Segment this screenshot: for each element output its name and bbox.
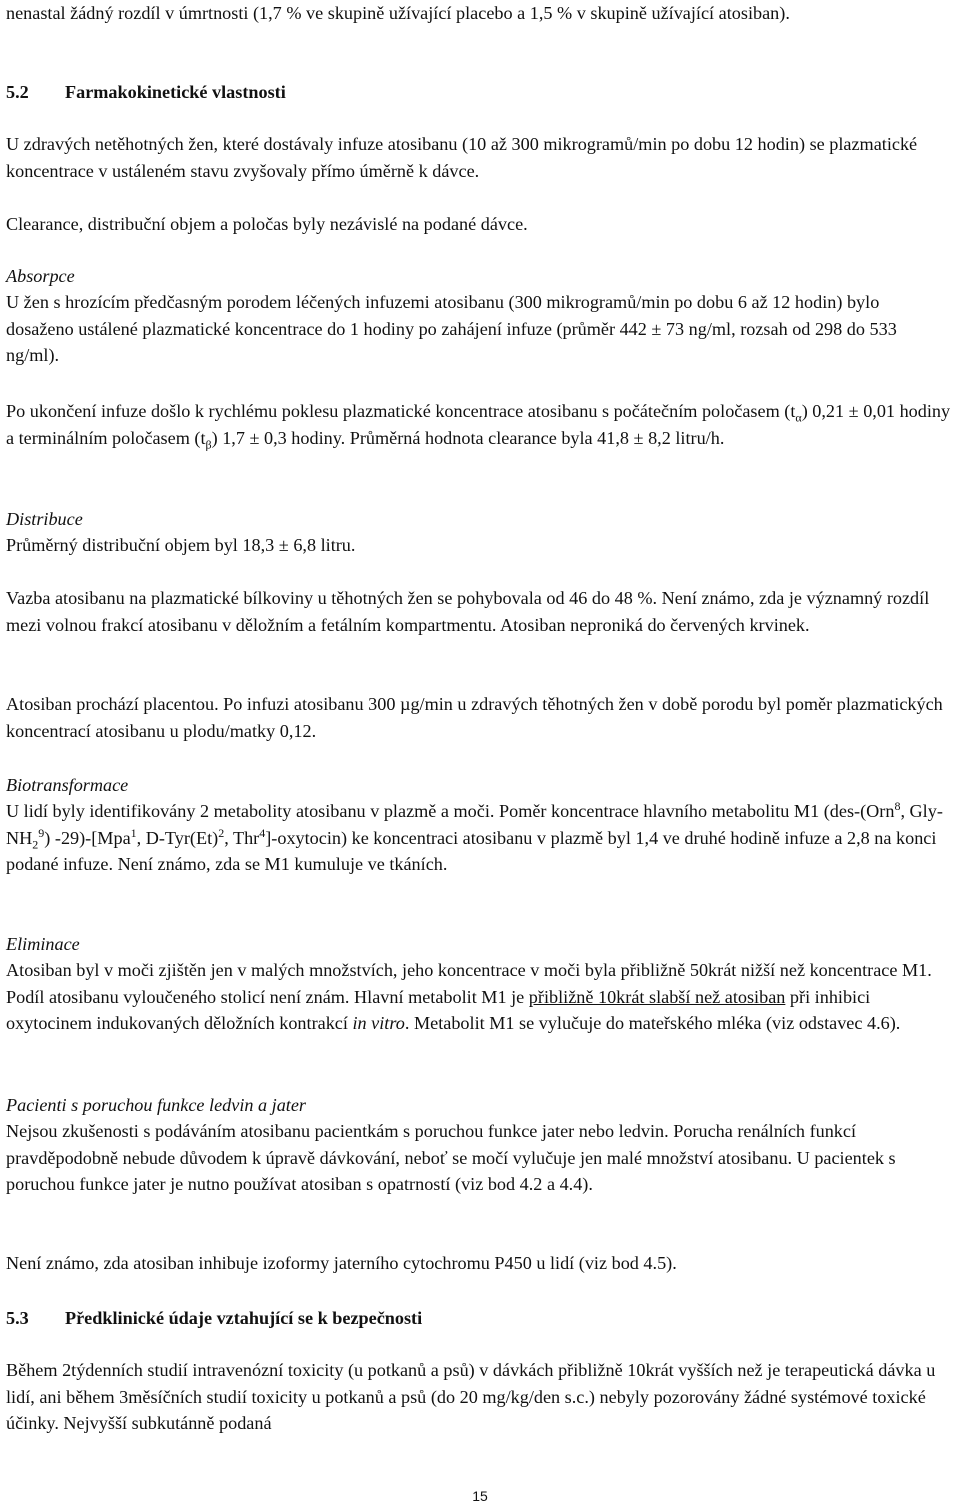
porucha-heading: Pacienti s poruchou funkce ledvin a jater: [6, 1095, 307, 1115]
page-number: 15: [472, 1488, 488, 1504]
pk-paragraph-1: U zdravých netěhotných žen, které dostávaly infuze atosibanu (10 až 300 mikrogramů/min po dobu 12 hodin) se plazmatické koncentrace v ustáleném stavu zvyšovaly přímo úměrně k dávce.: [6, 134, 918, 181]
distribuce-paragraph-1: Průměrný distribuční objem byl 18,3 ± 6,8 litru.: [6, 535, 356, 555]
eliminace-paragraph: Atosiban byl v moči zjištěn jen v malých množstvích, jeho koncentrace v moči byla přibližně 50krát nižší než koncentrace M1. Podíl atosibanu vyloučeného stolicí není znám. Hlavní metabolit M1 je přibližně 10krát slabší než atosiban při inhibici oxytocinem indukovaných děložních kontrakcí in vitro. Metabolit M1 se vylučuje do mateřského mléka (viz odstavec 4.6).: [6, 960, 932, 1033]
section-number: 5.3: [6, 1308, 29, 1328]
absorpce-paragraph-2: Po ukončení infuze došlo k rychlému poklesu plazmatické koncentrace atosibanu s počátečním poločasem $(t_\alpha) 0,21 \pm 0,01$ hodiny a terminálním poločasem $(t_\beta) 1,7 \pm 0,3$ hodiny. Průměrná hodnota clearance byla 41,8 ± 8,2 litru/h.: [6, 401, 951, 452]
distribuce-paragraph-2: Vazba atosibanu na plazmatické bílkoviny u těhotných žen se pohybovala od 46 do 48 %. Není známo, zda je významný rozdíl mezi volnou frakcí atosibanu v děložním a fetálním kompartmentu. Atosiban neproniká do červených krvinek.: [6, 588, 930, 635]
absorpce-paragraph-1: U žen s hrozícím předčasným porodem léčených infuzemi atosibanu (300 mikrogramů/min po dobu 6 až 12 hodin) bylo dosaženo ustálené plazmatické koncentrace do 1 hodiny po zahájení infuze (průměr 442 ± 73 ng/ml, rozsah od 298 do 533 ng/ml).: [6, 292, 897, 365]
section-title: Předklinické údaje vztahující se k bezpečnosti: [65, 1308, 423, 1328]
porucha-paragraph-2: Není známo, zda atosiban inhibuje izoformy jaterního cytochromu P450 u lidí (viz bod 4.5).: [6, 1253, 677, 1273]
intro-paragraph: nenastal žádný rozdíl v úmrtnosti (1,7 % ve skupině užívající placebo a 1,5 % v skupině užívající atosiban).: [6, 3, 790, 23]
underlined-phrase: přibližně 10krát slabší než atosiban: [528, 986, 786, 1007]
section-number: 5.2: [6, 82, 29, 102]
section-title: Farmakokinetické vlastnosti: [65, 82, 286, 102]
biotransformace-heading: Biotransformace: [6, 775, 129, 795]
biotransformace-paragraph: U lidí byly identifikovány 2 metabolity atosibanu v plazmě a moči. Poměr koncentrace hlavního metabolitu M1 (des-(Orn$^8$, Gly-$NH_2^9$) -29)-[Mpa$^1$, $D-Tyr(Et)^2$, Thr$^4$]-oxytocin) ke koncentraci atosibanu v plazmě byl 1,4 ve druhé hodině infuze a 2,8 na konci podané infuze. Není známo, zda se M1 kumuluje ve tkáních.: [6, 798, 943, 874]
in-vitro-term: in vitro: [352, 1013, 405, 1033]
pk-paragraph-2: Clearance, distribuční objem a poločas byly nezávislé na podané dávce.: [6, 214, 528, 234]
porucha-paragraph-1: Nejsou zkušenosti s podáváním atosibanu pacientkám s poruchou funkce jater nebo ledvin. Porucha renálních funkcí pravděpodobně nebude důvodem k úpravě dávkování, neboť se močí vylučuje jen malé množství atosibanu. U pacientek s poruchou funkce jater je nutno používat atosiban s opatrností (viz bod 4.2 a 4.4).: [6, 1121, 896, 1194]
section-5-2-heading: [6, 79, 951, 106]
distribuce-heading: Distribuce: [6, 509, 83, 529]
eliminace-heading: Eliminace: [6, 934, 80, 954]
section-5-3-heading: [6, 1305, 951, 1332]
absorpce-heading: Absorpce: [6, 266, 75, 286]
distribuce-paragraph-3: Atosiban prochází placentou. Po infuzi atosibanu 300 µg/min u zdravých těhotných žen v době porodu byl poměr plazmatických koncentrací atosibanu u plodu/matky 0,12.: [6, 694, 943, 741]
preclinical-paragraph: Během 2týdenních studií intravenózní toxicity (u potkanů a psů) v dávkách přibližně 10krát vyšších než je terapeutická dávka u lidí, ani během 3měsíčních studií toxicity u potkanů a psů (do 20 mg/kg/den s.c.) nebyly pozorovány žádné systémové toxické účinky. Nejvyšší subkutánně podaná: [6, 1360, 936, 1433]
